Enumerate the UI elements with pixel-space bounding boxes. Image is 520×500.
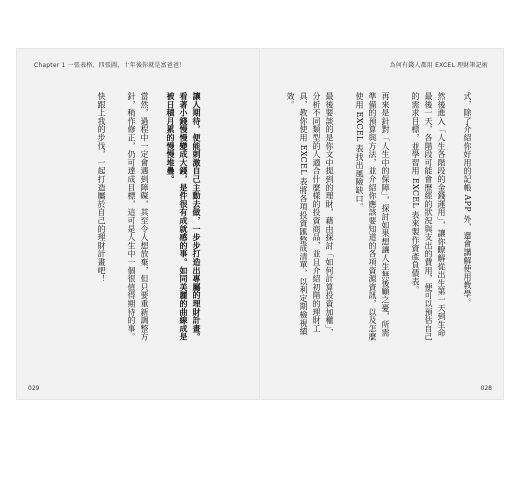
page-number: 029 — [28, 385, 40, 392]
paragraph: 然後進入「人生各階段的金錢運用」，讓你瞭解從出生第一天到生命最後一天，各階段可能會歷經的狀況與支出的費用，便可以預估自己的需求目標，並學習用 EXCEL 表來製作資產負債表。 — [411, 92, 446, 341]
paragraph: 式，除了介紹你好用的記帳 APP 外，還會講解使用教學。 — [463, 92, 472, 307]
paragraph: 再來是針對「人生中的保障」，探討如果想讓人生無後顧之憂，所需準備的預算與方法，並介紹你應該要知道的各項資源資訊，以及怎麼使用 EXCEL 表找出風險缺口。 — [355, 92, 390, 341]
right-page — [261, 48, 504, 400]
book-title-header: 為何有錢人都用 EXCEL 理財筆記術 — [389, 62, 488, 69]
right-body-text — [277, 92, 487, 342]
paragraph: 讓人期待，便能刺激自己主動去做，一步步打造出專屬的理財計畫。看著小錢慢慢變成大錢，是件很有成就感的事。如同美麗的曲線成是被日積月累的慢慢堆疊。 — [166, 92, 202, 341]
paragraph: 當然，過程中一定會遇到障礙，其至令人想放棄，但只要重新調整方針，稍作修正，仍可達成目標，這可是人生中一個很值得期待的事。 — [127, 92, 149, 341]
paragraph: 快跟上我的步伐，一起打造屬於自己的理財計畫吧！ — [97, 92, 106, 283]
book-spread — [16, 48, 504, 400]
chapter-header: Chapter 1 一張表格、四張圖，十年後你就是富爸爸！ — [34, 62, 186, 69]
page-number: 028 — [480, 385, 492, 392]
left-page — [16, 48, 259, 400]
left-body-text — [46, 92, 216, 342]
paragraph: 最後要談的是你文中提到的理財，藉由探討「如何計算投資加權」，分析不同類型的人適合什麼樣的投資商品，並且介紹初階的理財工具，教你使用 EXCEL 表將各項投資匯整成清單，以利定期檢視績效。 — [286, 92, 334, 337]
